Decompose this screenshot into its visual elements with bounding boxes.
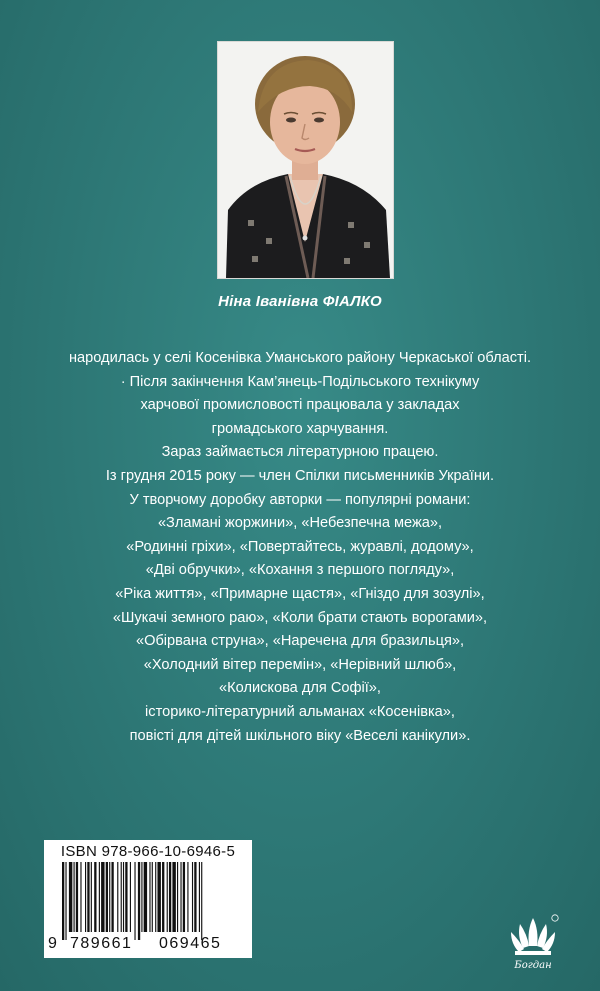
barcode-bar xyxy=(162,862,164,932)
barcode-bar xyxy=(152,862,153,932)
barcode-bar xyxy=(123,862,124,932)
isbn-barcode xyxy=(44,840,252,958)
barcode-bar xyxy=(201,862,202,940)
author-photo xyxy=(217,41,394,279)
bio-line: Зараз займається літературною працею. xyxy=(161,444,439,461)
author-portrait-image xyxy=(218,42,393,278)
barcode-bar xyxy=(187,862,188,932)
barcode-bar xyxy=(192,862,193,932)
barcode-bar xyxy=(91,862,92,932)
book-titles-line: «Дві обручки», «Кохання з першого погляду», xyxy=(145,562,455,579)
barcode-bar xyxy=(130,862,131,932)
barcode-digit-first: 9 xyxy=(48,935,59,952)
author-biography xyxy=(20,347,580,748)
isbn-label: ISBN 978-966-10-6946-5 xyxy=(60,843,236,860)
book-titles-line: «Колискова для Софії», xyxy=(219,680,381,697)
barcode-bar xyxy=(199,862,200,932)
bio-line: У творчому доробку авторки — популярні романи: xyxy=(129,491,471,508)
barcode-bar xyxy=(65,862,66,940)
barcode-bar xyxy=(80,862,81,932)
barcode-bar xyxy=(109,862,110,932)
barcode-bar xyxy=(76,862,78,932)
barcode-bar xyxy=(141,862,142,932)
barcode-bar xyxy=(155,862,156,932)
barcode-bar xyxy=(177,862,178,932)
barcode-bar xyxy=(99,862,100,932)
book-titles-line: історико-літературний альманах «Косенівка», xyxy=(145,703,455,720)
barcode-digits-right: 069465 xyxy=(159,935,222,952)
barcode-bar xyxy=(183,862,185,932)
barcode-digits-left: 789661 xyxy=(70,935,133,952)
barcode-bar xyxy=(125,862,127,932)
book-titles-line: «Холодний вітер перемін», «Нерівний шлюб», xyxy=(143,656,457,673)
barcode-bar xyxy=(94,862,96,932)
book-titles-line: «Обірвана струна», «Наречена для бразильця», xyxy=(135,633,465,650)
barcode-bar xyxy=(101,862,104,932)
publisher-logo-text: Богдан xyxy=(514,960,552,971)
barcode-bar xyxy=(167,862,168,932)
book-titles-line: «Ріка життя», «Примарне щастя», «Гніздо для зозулі», xyxy=(115,585,485,602)
book-titles-line: «Зламані жоржини», «Небезпечна межа», xyxy=(157,515,443,532)
barcode-bar xyxy=(134,862,135,940)
bio-line: громадського харчування. xyxy=(211,420,389,437)
barcode-bar xyxy=(74,862,75,932)
bio-line: народилась у селі Косенівка Уманського району Черкаської області. xyxy=(68,350,532,366)
barcode-bar xyxy=(85,862,86,932)
barcode-bar xyxy=(111,862,113,932)
book-titles-line: «Шукачі земного раю», «Коли брати стають ворогами», xyxy=(112,609,488,626)
barcode-bar xyxy=(62,862,64,940)
barcode-bar xyxy=(172,862,175,932)
barcode-bar xyxy=(149,862,150,932)
barcode-bar xyxy=(157,862,160,932)
bio-line: харчової промисловості працювала у закладах xyxy=(140,397,460,414)
barcode-bar xyxy=(106,862,108,932)
bio-line: Із грудня 2015 року — член Спілки письменників України. xyxy=(105,467,495,484)
book-titles-line: повісті для дітей шкільного віку «Веселі канікули». xyxy=(129,727,471,744)
barcode-bar xyxy=(169,862,171,932)
barcode-bar xyxy=(117,862,118,932)
author-name: Ніна Іванівна ФІАЛКО xyxy=(218,293,382,310)
barcode-bar xyxy=(87,862,89,932)
barcode-bar xyxy=(144,862,147,932)
publisher-logo-icon xyxy=(507,912,559,974)
book-titles-line: «Родинні гріхи», «Повертайтесь, журавлі, додому», xyxy=(126,538,474,555)
barcode-bar xyxy=(69,862,72,932)
barcode-bar xyxy=(180,862,181,932)
barcode-bar xyxy=(194,862,196,932)
barcode-bar xyxy=(121,862,122,932)
bio-line: · Після закінчення Кам’янець-Подільського технікуму xyxy=(120,373,480,390)
barcode-bar xyxy=(138,862,140,940)
barcode-bars xyxy=(50,862,246,940)
